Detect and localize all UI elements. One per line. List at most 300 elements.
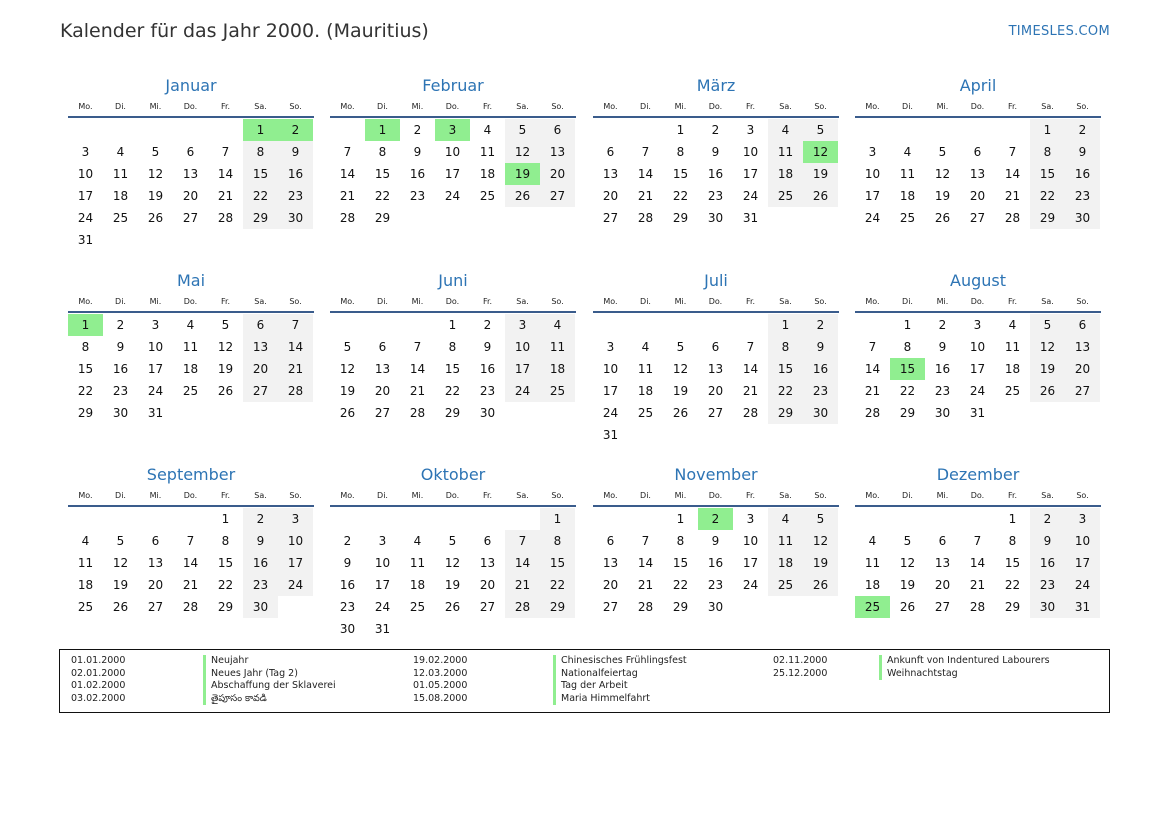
day-cell: 26 — [803, 574, 838, 596]
day-cell: 27 — [243, 380, 278, 402]
day-cell: 13 — [969, 167, 986, 181]
day-cell: 5 — [151, 145, 160, 159]
day-cell: 10 — [374, 556, 391, 570]
day-cell: 11 — [768, 141, 803, 163]
weekday-label: So. — [289, 297, 302, 306]
blank-cell — [960, 119, 995, 141]
day-cell: 18 — [768, 552, 803, 574]
day-cell: 29 — [77, 406, 94, 420]
day-cell: 4 — [116, 145, 125, 159]
day-cell: 5 — [903, 534, 912, 548]
legend-holiday-name: Neues Jahr (Tag 2) — [203, 668, 336, 681]
weekday-label: So. — [1076, 297, 1089, 306]
day-cell: 11 — [1004, 340, 1021, 354]
weekday-label: Mo. — [865, 491, 880, 500]
day-cell: 12 — [339, 362, 356, 376]
day-cell: 13 — [934, 556, 951, 570]
legend-holiday-name: Nationalfeiertag — [553, 668, 687, 681]
day-cell: 20 — [182, 189, 199, 203]
weekday-label: Mi. — [149, 491, 162, 500]
weekday-label: Do. — [970, 297, 985, 306]
blank-cell — [698, 314, 733, 336]
day-cell: 16 — [707, 556, 724, 570]
day-cell: 30 — [707, 600, 724, 614]
day-cell: 10 — [505, 336, 540, 358]
day-cell: 7 — [343, 145, 352, 159]
blank-cell — [173, 508, 208, 530]
day-cell: 10 — [602, 362, 619, 376]
legend-dates-col-2 — [413, 655, 467, 705]
day-cell: 20 — [1065, 358, 1100, 380]
day-cell: 10 — [969, 340, 986, 354]
day-cell: 30 — [243, 596, 278, 618]
day-cell: 29 — [217, 600, 234, 614]
site-logo-link[interactable]: TIMESLES.COM — [1008, 24, 1110, 39]
day-cell: 23 — [803, 380, 838, 402]
day-cell: 4 — [81, 534, 90, 548]
day-cell: 12 — [1030, 336, 1065, 358]
day-cell: 18 — [112, 189, 129, 203]
day-cell: 22 — [374, 189, 391, 203]
blank-cell — [173, 119, 208, 141]
day-cell: 24 — [742, 189, 759, 203]
weekday-label: So. — [1076, 491, 1089, 500]
day-cell: 16 — [934, 362, 951, 376]
month-4 — [855, 73, 1101, 229]
day-cell: 23 — [1030, 574, 1065, 596]
weekday-label: Mi. — [411, 491, 424, 500]
day-cell: 26 — [803, 185, 838, 207]
day-cell: 14 — [864, 362, 881, 376]
day-cell: 16 — [409, 167, 426, 181]
day-cell: 27 — [147, 600, 164, 614]
day-cell: 28 — [864, 406, 881, 420]
day-grid — [593, 314, 839, 446]
day-cell: 10 — [147, 340, 164, 354]
day-cell: 12 — [147, 167, 164, 181]
day-cell: 17 — [77, 189, 94, 203]
day-cell: 27 — [182, 211, 199, 225]
weekday-label: So. — [289, 491, 302, 500]
legend-names-col-3 — [879, 655, 1050, 680]
weekday-label: Mo. — [865, 102, 880, 111]
blank-cell — [855, 119, 890, 141]
day-cell: 24 — [77, 211, 94, 225]
day-cell: 4 — [868, 534, 877, 548]
weekday-label: So. — [814, 491, 827, 500]
day-cell: 15 — [1004, 556, 1021, 570]
day-cell: 19 — [112, 578, 129, 592]
day-cell: 12 — [803, 530, 838, 552]
day-cell: 15 — [374, 167, 391, 181]
day-cell: 9 — [343, 556, 352, 570]
weekday-header — [330, 98, 576, 118]
day-cell: 13 — [540, 141, 575, 163]
day-cell: 13 — [1065, 336, 1100, 358]
day-grid — [330, 314, 576, 424]
blank-cell — [103, 508, 138, 530]
month-name: Februar — [422, 76, 484, 95]
day-cell: 14 — [742, 362, 759, 376]
day-cell: 24 — [505, 380, 540, 402]
day-cell: 4 — [768, 508, 803, 530]
day-cell: 8 — [81, 340, 90, 354]
holiday-day-cell: 15 — [890, 358, 925, 380]
day-cell: 18 — [637, 384, 654, 398]
day-cell: 29 — [672, 600, 689, 614]
day-cell: 17 — [969, 362, 986, 376]
legend-dates-col-3 — [773, 655, 827, 680]
day-cell: 13 — [707, 362, 724, 376]
day-cell: 19 — [339, 384, 356, 398]
day-cell: 3 — [278, 508, 313, 530]
day-cell: 11 — [540, 336, 575, 358]
day-cell: 26 — [934, 211, 951, 225]
day-cell: 29 — [444, 406, 461, 420]
day-cell: 1 — [448, 318, 457, 332]
day-cell: 28 — [505, 596, 540, 618]
blank-cell — [400, 508, 435, 530]
day-cell: 30 — [479, 406, 496, 420]
weekday-label: Fr. — [1007, 491, 1018, 500]
day-cell: 29 — [540, 596, 575, 618]
weekday-label: Di. — [115, 297, 126, 306]
day-cell: 4 — [186, 318, 195, 332]
weekday-label: Di. — [902, 297, 913, 306]
weekday-label: Mo. — [340, 297, 355, 306]
weekday-label: Mi. — [411, 102, 424, 111]
day-cell: 3 — [505, 314, 540, 336]
weekday-header — [593, 293, 839, 313]
blank-cell — [68, 119, 103, 141]
day-cell: 21 — [637, 578, 654, 592]
day-cell: 21 — [864, 384, 881, 398]
day-cell: 11 — [864, 556, 881, 570]
day-cell: 3 — [606, 340, 615, 354]
day-cell: 12 — [217, 340, 234, 354]
blank-cell — [470, 508, 505, 530]
holiday-day-cell: 1 — [243, 119, 278, 141]
weekday-label: Mi. — [674, 491, 687, 500]
day-cell: 10 — [278, 530, 313, 552]
day-cell: 25 — [540, 380, 575, 402]
day-cell: 11 — [637, 362, 654, 376]
weekday-label: Mo. — [603, 491, 618, 500]
day-cell: 20 — [147, 578, 164, 592]
day-cell: 28 — [182, 600, 199, 614]
day-cell: 20 — [540, 163, 575, 185]
day-cell: 11 — [899, 167, 916, 181]
weekday-label: Sa. — [254, 102, 267, 111]
weekday-label: Mo. — [340, 491, 355, 500]
day-cell: 9 — [243, 530, 278, 552]
weekday-label: Mo. — [603, 102, 618, 111]
blank-cell — [103, 119, 138, 141]
day-cell: 15 — [444, 362, 461, 376]
weekday-label: Sa. — [254, 297, 267, 306]
day-cell: 29 — [1030, 207, 1065, 229]
day-cell: 14 — [1004, 167, 1021, 181]
day-grid — [855, 119, 1101, 229]
day-cell: 15 — [77, 362, 94, 376]
month-9 — [68, 462, 314, 618]
day-cell: 16 — [1065, 163, 1100, 185]
day-cell: 2 — [711, 123, 720, 137]
day-cell: 17 — [278, 552, 313, 574]
day-cell: 6 — [606, 534, 615, 548]
day-cell: 8 — [768, 336, 803, 358]
weekday-label: Mo. — [865, 297, 880, 306]
day-cell: 6 — [973, 145, 982, 159]
month-5 — [68, 268, 314, 424]
day-cell: 14 — [339, 167, 356, 181]
day-cell: 22 — [1030, 185, 1065, 207]
day-cell: 21 — [1004, 189, 1021, 203]
weekday-header — [330, 487, 576, 507]
day-cell: 21 — [637, 189, 654, 203]
day-cell: 25 — [768, 185, 803, 207]
day-cell: 31 — [147, 406, 164, 420]
weekday-label: Di. — [377, 102, 388, 111]
day-cell: 18 — [182, 362, 199, 376]
blank-cell — [593, 508, 628, 530]
blank-cell — [330, 508, 365, 530]
day-cell: 9 — [711, 534, 720, 548]
weekday-label: Sa. — [516, 297, 529, 306]
day-cell: 14 — [409, 362, 426, 376]
day-cell: 27 — [707, 406, 724, 420]
weekday-label: Do. — [183, 102, 198, 111]
weekday-label: Fr. — [745, 102, 756, 111]
day-cell: 20 — [707, 384, 724, 398]
day-cell: 7 — [868, 340, 877, 354]
day-cell: 14 — [637, 556, 654, 570]
day-cell: 2 — [1065, 119, 1100, 141]
legend-dates-col-1 — [71, 655, 125, 705]
month-8 — [855, 268, 1101, 424]
day-cell: 4 — [768, 119, 803, 141]
weekday-label: Sa. — [516, 491, 529, 500]
day-cell: 30 — [278, 207, 313, 229]
month-name: August — [950, 271, 1006, 290]
month-name: März — [696, 76, 736, 95]
day-cell: 24 — [147, 384, 164, 398]
day-cell: 29 — [374, 211, 391, 225]
month-11 — [593, 462, 839, 618]
weekday-label: Mi. — [149, 102, 162, 111]
day-cell: 13 — [602, 167, 619, 181]
weekday-label: Di. — [640, 297, 651, 306]
blank-cell — [855, 508, 890, 530]
day-cell: 26 — [339, 406, 356, 420]
weekday-label: Di. — [640, 102, 651, 111]
weekday-label: Fr. — [220, 102, 231, 111]
day-cell: 6 — [483, 534, 492, 548]
day-cell: 24 — [742, 578, 759, 592]
day-cell: 9 — [711, 145, 720, 159]
day-cell: 28 — [637, 211, 654, 225]
weekday-label: Sa. — [1041, 297, 1054, 306]
weekday-label: Fr. — [482, 491, 493, 500]
day-cell: 16 — [803, 358, 838, 380]
day-cell: 29 — [768, 402, 803, 424]
day-cell: 2 — [243, 508, 278, 530]
day-cell: 1 — [768, 314, 803, 336]
day-cell: 25 — [409, 600, 426, 614]
day-cell: 2 — [116, 318, 125, 332]
day-cell: 28 — [339, 211, 356, 225]
day-cell: 27 — [540, 185, 575, 207]
day-cell: 16 — [707, 167, 724, 181]
day-cell: 23 — [479, 384, 496, 398]
day-cell: 4 — [540, 314, 575, 336]
day-cell: 27 — [934, 600, 951, 614]
weekday-label: Fr. — [482, 297, 493, 306]
day-cell: 31 — [602, 428, 619, 442]
day-cell: 17 — [602, 384, 619, 398]
day-cell: 24 — [444, 189, 461, 203]
day-cell: 3 — [1065, 508, 1100, 530]
day-cell: 5 — [676, 340, 685, 354]
day-cell: 20 — [479, 578, 496, 592]
day-cell: 30 — [934, 406, 951, 420]
blank-cell — [628, 508, 663, 530]
day-cell: 13 — [479, 556, 496, 570]
weekday-label: Mi. — [936, 297, 949, 306]
day-cell: 16 — [1030, 552, 1065, 574]
day-cell: 1 — [676, 123, 685, 137]
weekday-label: So. — [289, 102, 302, 111]
day-cell: 2 — [938, 318, 947, 332]
day-cell: 20 — [602, 189, 619, 203]
weekday-label: Mo. — [78, 297, 93, 306]
weekday-label: Mi. — [936, 102, 949, 111]
day-cell: 14 — [217, 167, 234, 181]
blank-cell — [330, 314, 365, 336]
day-cell: 1 — [1030, 119, 1065, 141]
day-cell: 24 — [864, 211, 881, 225]
weekday-label: Mo. — [78, 102, 93, 111]
day-cell: 23 — [707, 578, 724, 592]
day-cell: 18 — [409, 578, 426, 592]
blank-cell — [855, 314, 890, 336]
day-cell: 30 — [803, 402, 838, 424]
weekday-label: Di. — [640, 491, 651, 500]
day-grid — [68, 508, 314, 618]
day-cell: 19 — [672, 384, 689, 398]
holiday-day-cell: 3 — [435, 119, 470, 141]
day-cell: 16 — [278, 163, 313, 185]
weekday-label: Sa. — [254, 491, 267, 500]
day-cell: 5 — [803, 508, 838, 530]
day-cell: 5 — [938, 145, 947, 159]
blank-cell — [890, 119, 925, 141]
legend-date: 01.05.2000 — [413, 680, 468, 691]
day-cell: 29 — [1004, 600, 1021, 614]
day-cell: 23 — [707, 189, 724, 203]
day-cell: 15 — [672, 556, 689, 570]
day-cell: 21 — [969, 578, 986, 592]
day-cell: 9 — [938, 340, 947, 354]
day-cell: 8 — [243, 141, 278, 163]
day-cell: 26 — [899, 600, 916, 614]
weekday-label: Di. — [115, 491, 126, 500]
month-name: September — [146, 465, 236, 484]
month-1 — [68, 73, 314, 251]
day-cell: 30 — [707, 211, 724, 225]
day-cell: 23 — [112, 384, 129, 398]
day-cell: 27 — [602, 600, 619, 614]
day-cell: 11 — [182, 340, 199, 354]
day-cell: 19 — [899, 578, 916, 592]
day-cell: 12 — [672, 362, 689, 376]
day-cell: 11 — [77, 556, 94, 570]
day-cell: 18 — [864, 578, 881, 592]
day-cell: 26 — [1030, 380, 1065, 402]
month-name: Dezember — [936, 465, 1020, 484]
day-cell: 3 — [746, 123, 755, 137]
day-cell: 26 — [147, 211, 164, 225]
legend-holiday-name: Neujahr — [203, 655, 336, 668]
day-cell: 3 — [746, 512, 755, 526]
legend-date: 03.02.2000 — [71, 692, 126, 704]
day-cell: 19 — [934, 189, 951, 203]
blank-cell — [505, 508, 540, 530]
day-cell: 18 — [540, 358, 575, 380]
legend-date: 02.01.2000 — [71, 667, 126, 679]
weekday-label: Do. — [970, 491, 985, 500]
holiday-day-cell: 12 — [803, 141, 838, 163]
day-cell: 12 — [505, 141, 540, 163]
legend-date: 15.08.2000 — [413, 692, 468, 704]
legend-date: 01.02.2000 — [71, 680, 126, 691]
day-grid — [855, 508, 1101, 618]
day-cell: 3 — [378, 534, 387, 548]
page-title: Kalender für das Jahr 2000. (Mauritius) — [60, 20, 429, 42]
day-cell: 17 — [147, 362, 164, 376]
day-cell: 6 — [711, 340, 720, 354]
weekday-header — [68, 293, 314, 313]
day-grid — [68, 119, 314, 251]
legend-date: 25.12.2000 — [773, 667, 828, 679]
day-cell: 25 — [637, 406, 654, 420]
month-name: Juni — [438, 271, 468, 290]
weekday-label: Mo. — [78, 491, 93, 500]
day-cell: 25 — [899, 211, 916, 225]
day-cell: 6 — [606, 145, 615, 159]
month-name: Mai — [176, 271, 206, 290]
day-cell: 22 — [1004, 578, 1021, 592]
day-cell: 7 — [641, 145, 650, 159]
blank-cell — [628, 314, 663, 336]
day-cell: 17 — [1065, 552, 1100, 574]
legend-date: 01.01.2000 — [71, 655, 126, 666]
weekday-label: So. — [551, 297, 564, 306]
day-cell: 17 — [864, 189, 881, 203]
weekday-label: Do. — [708, 297, 723, 306]
weekday-label: Fr. — [745, 491, 756, 500]
day-cell: 21 — [409, 384, 426, 398]
day-cell: 7 — [413, 340, 422, 354]
weekday-label: Mi. — [411, 297, 424, 306]
blank-cell — [593, 119, 628, 141]
holiday-day-cell: 2 — [698, 508, 733, 530]
day-cell: 20 — [934, 578, 951, 592]
day-cell: 7 — [641, 534, 650, 548]
day-cell: 31 — [742, 211, 759, 225]
weekday-label: Do. — [970, 102, 985, 111]
day-cell: 8 — [448, 340, 457, 354]
